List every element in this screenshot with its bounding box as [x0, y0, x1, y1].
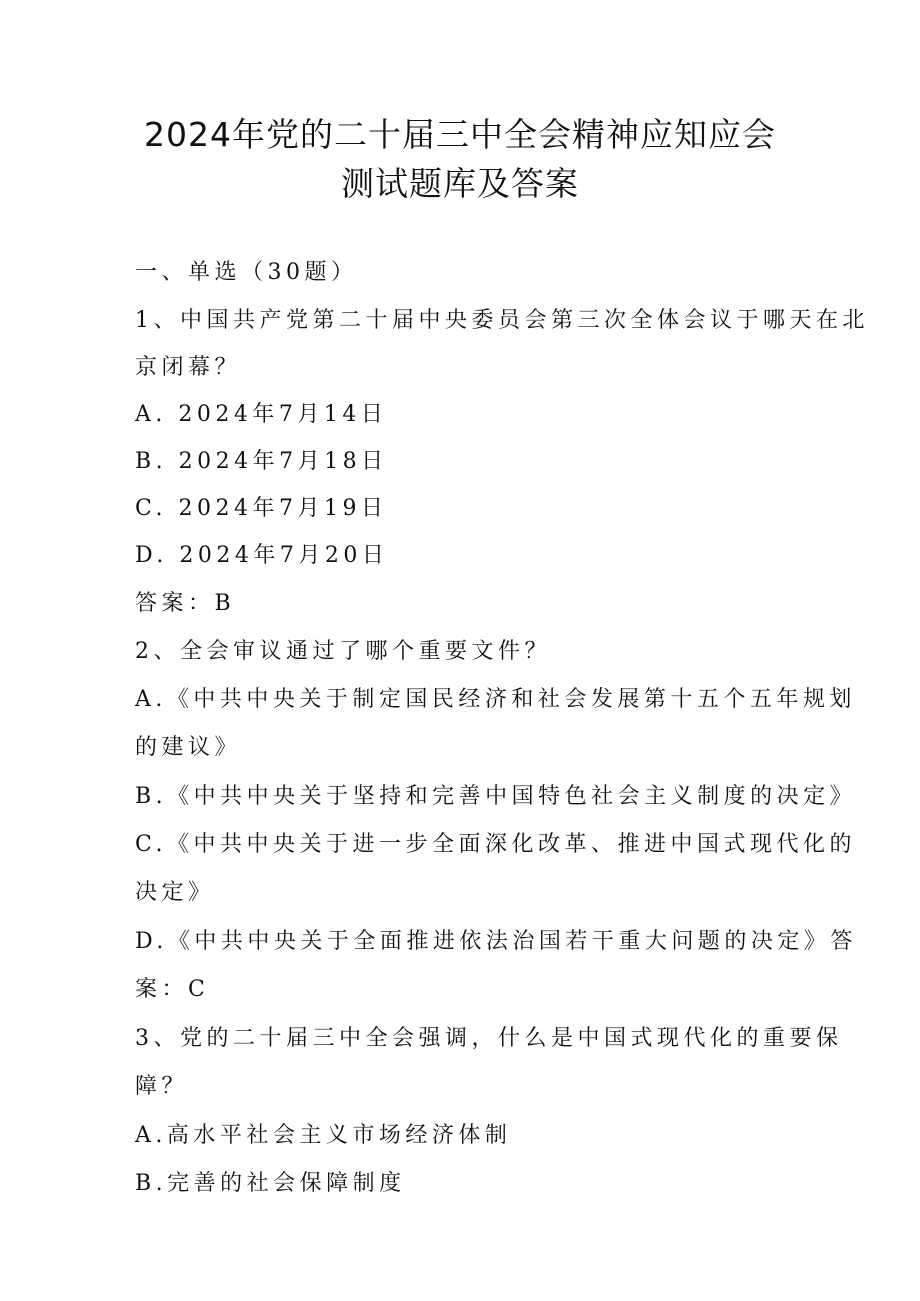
question-2-option-c-line-1: C.《中共中央关于进一步全面深化改革、推进中国式现代化的 — [135, 832, 857, 857]
question-1-option-b: B. 2024年7月18日 — [135, 449, 388, 474]
question-2-option-b: B.《中共中央关于坚持和完善中国特色社会主义制度的决定》 — [135, 784, 857, 809]
question-3-option-a: A.高水平社会主义市场经济体制 — [135, 1123, 512, 1148]
question-1-option-d: D. 2024年7月20日 — [135, 543, 389, 568]
question-2-option-a-line-2: 的建议》 — [135, 735, 242, 760]
section-heading: 一、单选（30题） — [135, 260, 358, 285]
question-1-answer: 答案：B — [135, 591, 236, 616]
question-3-text-line-2: 障？ — [135, 1074, 189, 1099]
question-2-text-line-1: 2、全会审议通过了哪个重要文件？ — [135, 639, 551, 664]
question-1-option-a: A. 2024年7月14日 — [135, 402, 388, 427]
question-3-option-b: B.完善的社会保障制度 — [135, 1171, 406, 1196]
question-2-option-d-line-2: 案：C — [135, 977, 210, 1002]
question-1-text-line-2: 京闭幕？ — [135, 355, 242, 380]
document-title-line-2: 测试题库及答案 — [341, 164, 579, 203]
question-2-option-a-line-1: A.《中共中央关于制定国民经济和社会发展第十五个五年规划 — [135, 687, 856, 712]
question-1-option-c: C. 2024年7月19日 — [135, 496, 388, 521]
question-1-text-line-1: 1、中国共产党第二十届中央委员会第三次全体会议于哪天在北 — [135, 308, 869, 333]
document-title-line-1: 2024年党的二十届三中全会精神应知应会 — [144, 115, 776, 154]
question-3-text-line-1: 3、党的二十届三中全会强调，什么是中国式现代化的重要保 — [135, 1026, 843, 1051]
question-2-option-d-line-1: D.《中共中央关于全面推进依法治国若干重大问题的决定》答 — [135, 929, 857, 954]
question-2-option-c-line-2: 决定》 — [135, 880, 215, 905]
